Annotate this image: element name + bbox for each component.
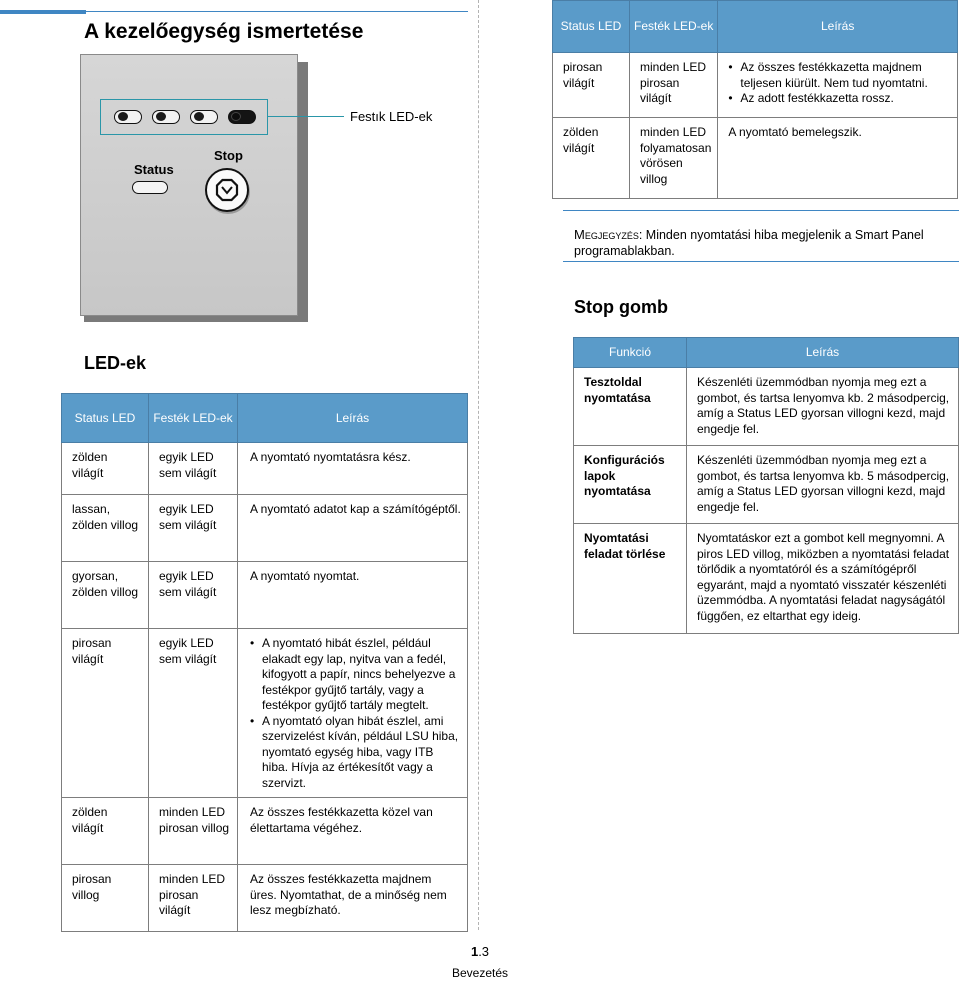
panel-status-label: Status [134,162,174,177]
description-cell: A nyomtató bemelegszik. [718,118,958,199]
toner-cell: minden LED pirosan világít [149,865,238,932]
status-cell: zölden világít [553,118,630,199]
table-row [62,443,468,495]
note-rule-bottom [563,261,959,262]
note-text: : Minden nyomtatási hiba megjelenik a Smart Panel programablakban. [574,228,924,258]
toner-cell: minden LED pirosan világít [630,53,718,118]
led-light-icon [190,110,218,124]
function-cell: Konfigurációs lapok nyomtatása [574,446,687,524]
page-number-chapter: 1 [470,944,479,959]
toner-cell: minden LED folyamatosan vörösen villog [630,118,718,199]
status-led-table-continued [552,0,958,199]
column-divider [478,0,479,930]
table-header-row [574,338,959,368]
column-header: Leírás [687,338,959,368]
description-cell: Készenléti üzemmódban nyomja meg ezt a gombot, és tartsa lenyomva kb. 2 másodpercig, amíg a Status LED gyorsan villogni kezd, majd engedje fel. [687,368,959,446]
toner-cell: egyik LED sem világít [149,562,238,629]
description-bullet: • A nyomtató hibát észlel, például elakadt egy lap, nyitva van a fedél, kifogyott a papír, nincs behelyezve a festékpor gyűjtő tartály, vagy a festékpor gyűjtő tartály megtelt. [262,636,461,714]
column-header: Leírás [238,394,468,443]
column-header: Leírás [718,1,958,53]
table-row [574,368,959,446]
status-cell: pirosan világít [553,53,630,118]
function-cell: Tesztoldal nyomtatása [574,368,687,446]
description-cell: A nyomtató nyomtat. [238,562,468,629]
toner-cell: minden LED pirosan villog [149,798,238,865]
led-light-icon [152,110,180,124]
description-cell [718,53,958,118]
toner-cell: egyik LED sem világít [149,443,238,495]
description-cell: A nyomtató nyomtatásra kész. [238,443,468,495]
column-header: Status LED [553,1,630,53]
status-cell: zölden világít [62,443,149,495]
table-row [62,798,468,865]
table-row [62,629,468,798]
page-number-page: .3 [478,944,490,959]
table-row [62,495,468,562]
status-cell: zölden világít [62,798,149,865]
toner-led-callout: Festık LED-ek [350,109,433,124]
column-header: Funkció [574,338,687,368]
description-bullet: • Az adott festékkazetta rossz. [740,91,951,107]
column-header: Festék LED-ek [149,394,238,443]
status-cell: gyorsan, zölden villog [62,562,149,629]
header-rule [86,11,468,12]
table-row [62,562,468,629]
page-number [0,944,960,959]
control-panel-illustration [80,54,298,316]
table-row [553,118,958,199]
table-row [553,53,958,118]
note-label: Megjegyzés [574,227,639,242]
description-cell [238,629,468,798]
table-row [62,865,468,932]
stop-button-illustration [205,168,249,212]
note [574,227,954,259]
table-header-row [62,394,468,443]
footer-section-name: Bevezetés [451,966,509,980]
led-table [61,393,468,932]
column-header: Festék LED-ek [630,1,718,53]
status-cell: pirosan világít [62,629,149,798]
callout-line [268,116,344,117]
column-header: Status LED [62,394,149,443]
status-button-illustration [132,181,168,194]
led-light-icon [114,110,142,124]
led-section-heading: LED-ek [84,353,147,373]
description-cell: Készenléti üzemmódban nyomja meg ezt a gombot, és tartsa lenyomva kb. 5 másodpercig, amíg a Status LED gyorsan villogni kezd, majd engedje fel. [687,446,959,524]
stop-section-heading: Stop gomb [574,297,668,317]
description-bullet: • A nyomtató olyan hibát észlel, ami szervizelést kíván, például LSU hiba, nyomtató egység hiba, vagy ITB hiba. Hívja az értékesítőt vagy a szervizt. [262,714,461,792]
function-cell: Nyomtatási feladat törlése [574,524,687,634]
description-cell: Az összes festékkazetta közel van élettartama végéhez. [238,798,468,865]
description-bullet: • Az összes festékkazetta majdnem teljesen kiürült. Nem tud nyomtatni. [740,60,951,91]
note-rule-top [563,210,959,211]
panel-stop-label: Stop [214,148,243,163]
page-title: A kezelőegység ismertetése [84,20,364,43]
stop-icon [215,178,239,202]
toner-cell: egyik LED sem világít [149,495,238,562]
table-row [574,446,959,524]
led-dark-icon [228,110,256,124]
description-cell: Nyomtatáskor ezt a gombot kell megnyomni. A piros LED villog, miközben a nyomtatási feladat törlődik a nyomtatóról és a számítógépről egyaránt, majd a nyomtató visszatér készenléti üzemmódba. A nyomtatási feladat nagyságától függően, ez eltarthat egy ideig. [687,524,959,634]
table-header-row [553,1,958,53]
description-cell: A nyomtató adatot kap a számítógéptől. [238,495,468,562]
stop-button-table [573,337,959,634]
toner-cell: egyik LED sem világít [149,629,238,798]
status-cell: pirosan villog [62,865,149,932]
header-rule-accent [0,10,86,14]
table-row [574,524,959,634]
description-cell: Az összes festékkazetta majdnem üres. Nyomtathat, de a minőség nem lesz megbízható. [238,865,468,932]
status-cell: lassan, zölden villog [62,495,149,562]
